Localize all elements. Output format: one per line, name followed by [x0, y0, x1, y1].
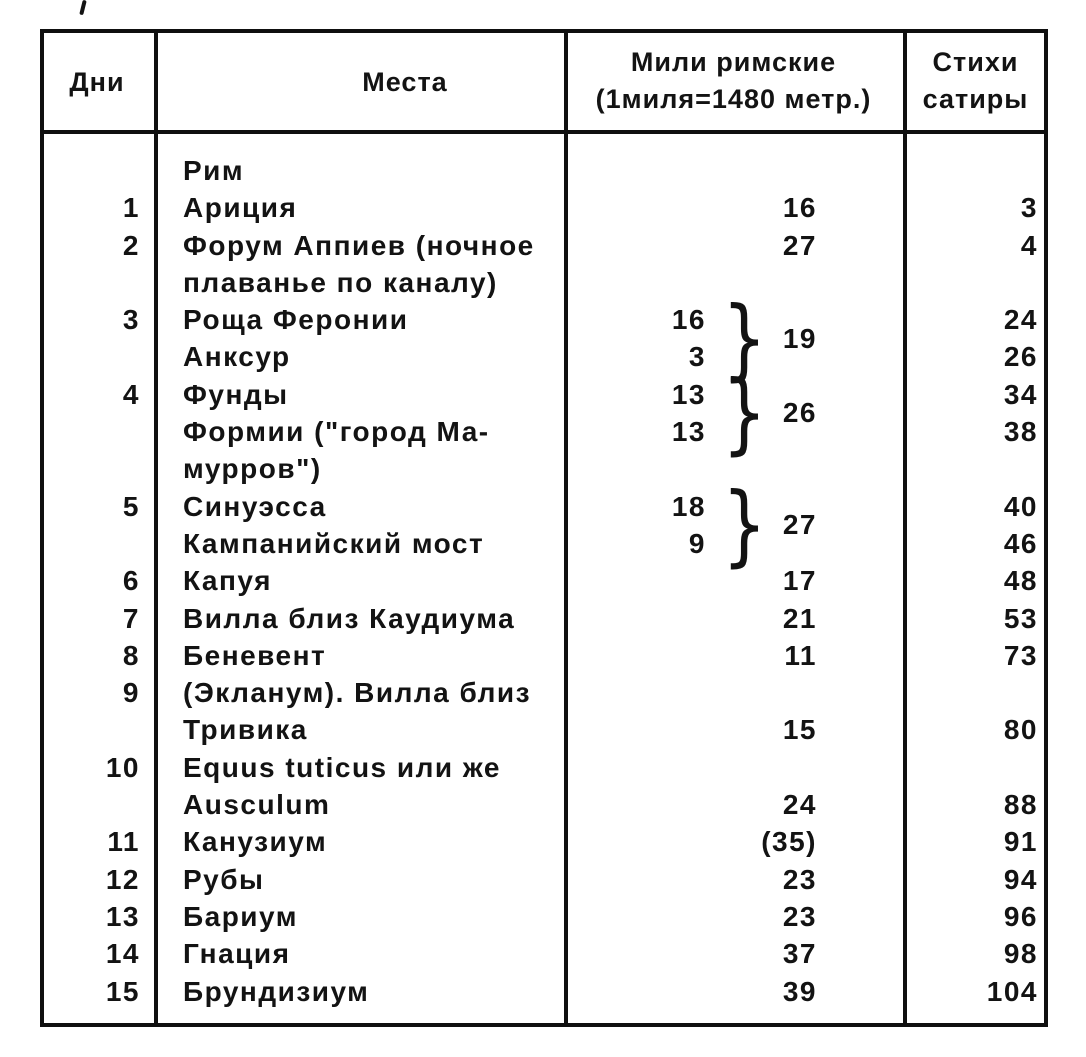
verse-cell: 26: [1003, 341, 1038, 373]
mile-sub-cell: 9: [688, 527, 706, 559]
group-sum: 26: [782, 397, 817, 429]
group-sum: 19: [782, 322, 817, 354]
verse-cell: 94: [1003, 863, 1038, 895]
table-row: [40, 562, 1048, 599]
day-cell: 6: [122, 565, 140, 597]
day-cell: 1: [122, 192, 140, 224]
mile-sub-cell: 13: [671, 416, 706, 448]
table-row: [40, 823, 1048, 860]
mile-sub-cell: [564, 898, 706, 935]
day-cell: 5: [122, 490, 140, 522]
place-cell: Рубы: [183, 863, 265, 895]
verse-cell: 53: [1003, 602, 1038, 634]
miles-cell: [564, 749, 903, 786]
place-cell: Кампанийский мост: [183, 527, 485, 559]
day-cell: 4: [122, 378, 140, 410]
mile-sub-cell: [564, 711, 706, 748]
mile-value-cell: [706, 674, 903, 711]
mile-value-cell: 17: [782, 565, 817, 597]
place-cell: Ариция: [183, 192, 298, 224]
place-cell: Капуя: [183, 565, 272, 597]
table-row: [40, 227, 1048, 264]
verse-cell: 98: [1003, 938, 1038, 970]
header-days: Дни: [69, 67, 125, 97]
mile-sub-cell: [564, 227, 706, 264]
header-verses: [903, 44, 1048, 118]
verse-cell: 88: [1003, 789, 1038, 821]
day-cell: [40, 525, 154, 562]
mile-value-cell: [706, 749, 903, 786]
header-miles-line2: (1миля=1480 метр.): [595, 84, 872, 114]
table-row: [40, 935, 1048, 972]
place-cell: Equus tuticus или же: [183, 751, 501, 783]
table-row: [40, 264, 1048, 301]
mile-value-cell: 21: [782, 602, 817, 634]
header-places: Места: [362, 67, 448, 97]
place-cell: Ausculum: [183, 789, 331, 821]
brace-icon: }: [722, 473, 767, 576]
verse-cell: 38: [1003, 416, 1038, 448]
day-cell: [40, 264, 154, 301]
verse-cell: [903, 152, 1048, 189]
miles-cell: [564, 711, 903, 748]
place-cell: Рим: [183, 155, 245, 186]
day-cell: 10: [105, 751, 140, 783]
table-row: [40, 152, 1048, 189]
verse-cell: [903, 674, 1048, 711]
verse-cell: 34: [1003, 378, 1038, 410]
mile-sub-cell: [564, 749, 706, 786]
table-row: [40, 674, 1048, 711]
mile-sub-cell: [564, 264, 706, 301]
mile-sub-cell: [564, 786, 706, 823]
verse-cell: 73: [1003, 639, 1038, 671]
mile-sub-cell: 16: [671, 304, 706, 336]
mile-sub-cell: [564, 450, 706, 487]
mile-value-cell: 23: [782, 863, 817, 895]
table-row: [40, 413, 1048, 450]
verse-cell: 3: [1020, 192, 1038, 224]
mile-value-cell: 16: [782, 192, 817, 224]
mile-sub-cell: [564, 562, 706, 599]
table-row: [40, 189, 1048, 226]
miles-cell: [564, 973, 903, 1010]
table-row: [40, 749, 1048, 786]
place-cell: Фунды: [183, 378, 289, 410]
brace-icon: }: [722, 361, 767, 465]
verse-cell: [903, 264, 1048, 301]
mile-sub-cell: 3: [688, 341, 706, 373]
place-cell: Бариум: [183, 900, 298, 932]
place-cell: Формии ("город Ма-: [183, 416, 490, 448]
mile-sub-cell: [564, 823, 706, 860]
verse-cell: [903, 749, 1048, 786]
table-row: [40, 973, 1048, 1010]
mile-sub-cell: [564, 189, 706, 226]
miles-cell: [564, 189, 903, 226]
place-cell: Гнация: [183, 938, 291, 970]
day-cell: 14: [105, 938, 140, 970]
day-cell: 11: [107, 826, 140, 858]
verse-cell: 4: [1020, 229, 1038, 261]
mile-sub-cell: [564, 973, 706, 1010]
header-miles-line1: Мили римские: [630, 47, 837, 77]
day-cell: 13: [105, 900, 140, 932]
table-row: [40, 600, 1048, 637]
day-cell: [40, 152, 154, 189]
day-cell: [40, 413, 154, 450]
verse-cell: 24: [1003, 304, 1038, 336]
day-cell: 7: [122, 602, 140, 634]
header-verses-line1: Стихи: [932, 47, 1019, 77]
table-row: [40, 786, 1048, 823]
miles-cell: [564, 152, 903, 189]
table-body: [40, 152, 1048, 1010]
mile-value-cell: 39: [782, 975, 817, 1007]
verse-cell: 91: [1003, 826, 1038, 858]
table-row: [40, 525, 1048, 562]
place-cell: Форум Аппиев (ночное: [183, 229, 535, 261]
header-divider: [40, 130, 1048, 134]
place-cell: Брундизиум: [183, 975, 370, 1007]
header-verses-line2: сатиры: [922, 84, 1029, 114]
table-row: [40, 861, 1048, 898]
day-cell: 15: [105, 975, 140, 1007]
verse-cell: 80: [1003, 714, 1038, 746]
miles-cell: [564, 227, 903, 264]
miles-cell: [564, 823, 903, 860]
table-row: [40, 637, 1048, 674]
mile-value-cell: 15: [782, 714, 817, 746]
place-cell: Синуэсса: [183, 490, 327, 522]
day-cell: [40, 338, 154, 375]
place-cell: мурров"): [183, 453, 322, 485]
table-row: [40, 376, 1048, 413]
place-cell: Анксур: [183, 341, 291, 373]
place-cell: (Экланум). Вилла близ: [183, 677, 532, 709]
place-cell: Тривика: [183, 714, 308, 746]
verse-cell: 48: [1003, 565, 1038, 597]
miles-cell: [564, 600, 903, 637]
miles-cell: [564, 674, 903, 711]
mile-value-cell: (35): [761, 826, 817, 858]
mile-sub-cell: [564, 637, 706, 674]
table-row: [40, 898, 1048, 935]
miles-cell: [564, 637, 903, 674]
place-cell: Вилла близ Каудиума: [183, 602, 516, 634]
day-cell: 9: [122, 677, 140, 709]
verse-cell: 96: [1003, 900, 1038, 932]
header-miles: [564, 44, 903, 118]
mile-value-cell: [706, 152, 903, 189]
place-cell: Канузиум: [183, 826, 328, 858]
miles-cell: [564, 861, 903, 898]
mile-value-cell: 27: [782, 229, 817, 261]
mile-sub-cell: [564, 861, 706, 898]
group-sum: 27: [782, 509, 817, 540]
mile-sub-cell: [564, 152, 706, 189]
mile-sub-cell: 18: [671, 490, 706, 522]
verse-cell: 40: [1003, 490, 1038, 522]
stray-ink-mark: [79, 0, 87, 15]
miles-cell: [564, 898, 903, 935]
mile-sub-cell: [564, 600, 706, 637]
verse-cell: [903, 450, 1048, 487]
table-row: [40, 301, 1048, 338]
table-row: [40, 338, 1048, 375]
mile-value-cell: 11: [784, 639, 817, 671]
verse-cell: 104: [986, 975, 1038, 1007]
day-cell: [40, 450, 154, 487]
mile-sub-cell: [564, 935, 706, 972]
mile-value-cell: 24: [782, 789, 817, 821]
place-cell: Роща Феронии: [183, 304, 409, 336]
table-row: [40, 711, 1048, 748]
verse-cell: 46: [1003, 527, 1038, 559]
day-cell: 8: [122, 639, 140, 671]
table-row: [40, 450, 1048, 487]
place-cell: плаванье по каналу): [183, 266, 498, 298]
day-cell: [40, 711, 154, 748]
day-cell: 12: [105, 863, 140, 895]
day-cell: 2: [122, 229, 140, 261]
day-cell: 3: [122, 304, 140, 336]
place-cell: Беневент: [183, 639, 327, 671]
brace-icon: }: [722, 286, 767, 390]
miles-cell: [564, 935, 903, 972]
day-cell: [40, 786, 154, 823]
mile-sub-cell: 13: [671, 378, 706, 410]
mile-value-cell: 37: [782, 938, 817, 970]
table-row: [40, 488, 1048, 525]
miles-cell: [564, 786, 903, 823]
mile-sub-cell: [564, 674, 706, 711]
mile-value-cell: 23: [782, 900, 817, 932]
